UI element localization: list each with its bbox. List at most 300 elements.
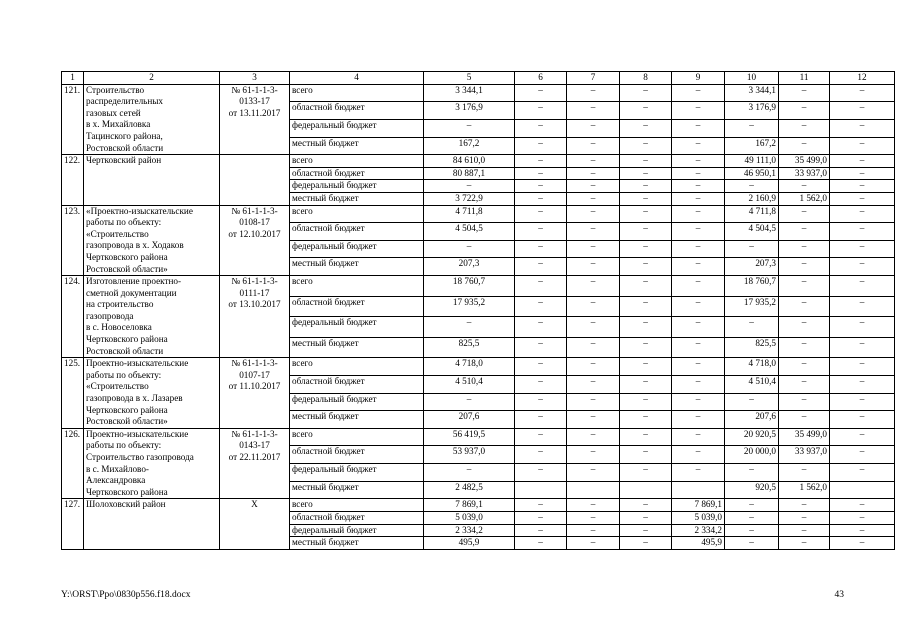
amount-cell-10: 4 504,5 (725, 223, 779, 241)
amount-cell-12: – (830, 337, 895, 358)
amount-cell-11: – (779, 375, 830, 393)
amount-cell-8: – (620, 511, 672, 524)
amount-cell-7: – (567, 180, 620, 193)
amount-cell-6: – (515, 511, 567, 524)
amount-cell-9: – (672, 102, 725, 120)
amount-cell-7: – (567, 119, 620, 137)
amount-cell-5: 18 760,7 (424, 276, 515, 297)
amount-cell-10: 4 711,8 (725, 205, 779, 223)
column-number-1: 1 (62, 72, 84, 85)
funding-source-label: местный бюджет (290, 411, 424, 429)
amount-cell-10: 825,5 (725, 337, 779, 358)
amount-cell-6: – (515, 296, 567, 317)
amount-cell-6: – (515, 167, 567, 180)
amount-cell-8: – (620, 296, 672, 317)
amount-cell-12: – (830, 317, 895, 338)
amount-cell-9: – (672, 296, 725, 317)
amount-cell-8: – (620, 337, 672, 358)
amount-cell-12: – (830, 511, 895, 524)
object-name-text: Проектно-изыскательские работы по объекту: Строительство газопровода в с. Михайлово- Александровка Чертковского района (86, 428, 194, 497)
amount-cell-8: – (620, 428, 672, 446)
funding-source-label: местный бюджет (290, 258, 424, 276)
amount-cell-9: – (672, 155, 725, 168)
amount-cell-5: 495,9 (424, 537, 515, 550)
object-name (84, 499, 220, 549)
amount-cell-5: 17 935,2 (424, 296, 515, 317)
amount-cell-9: – (672, 411, 725, 429)
amount-cell-11: – (779, 240, 830, 258)
amount-cell-10: – (725, 240, 779, 258)
amount-cell-8: – (620, 205, 672, 223)
amount-cell-12: – (830, 375, 895, 393)
amount-cell-8: – (620, 240, 672, 258)
amount-cell-7: – (567, 464, 620, 482)
amount-cell-6: – (515, 317, 567, 338)
document-reference (220, 499, 290, 549)
amount-cell-5: 56 419,5 (424, 428, 515, 446)
funding-source-label: федеральный бюджет (290, 393, 424, 411)
amount-cell-11: – (779, 511, 830, 524)
amount-cell-11: – (779, 393, 830, 411)
amount-cell-11: – (779, 537, 830, 550)
document-reference (220, 205, 290, 276)
amount-cell-10: 920,5 (725, 481, 779, 499)
document-reference (220, 358, 290, 429)
amount-cell-9: – (672, 428, 725, 446)
funding-source-label: местный бюджет (290, 337, 424, 358)
table-row (62, 205, 895, 223)
amount-cell-10: – (725, 393, 779, 411)
object-name (84, 358, 220, 429)
amount-cell-6: – (515, 446, 567, 464)
amount-cell-11: – (779, 180, 830, 193)
amount-cell-5: 825,5 (424, 337, 515, 358)
amount-cell-7: – (567, 337, 620, 358)
amount-cell-5: – (424, 464, 515, 482)
amount-cell-12: – (830, 102, 895, 120)
amount-cell-9: 5 039,0 (672, 511, 725, 524)
amount-cell-10: 4 510,4 (725, 375, 779, 393)
amount-cell-6: – (515, 537, 567, 550)
amount-cell-12: – (830, 446, 895, 464)
row-number: 122. (62, 155, 84, 205)
amount-cell-12: – (830, 155, 895, 168)
amount-cell-8: – (620, 223, 672, 241)
amount-cell-8: – (620, 276, 672, 297)
funding-source-label: всего (290, 499, 424, 512)
document-reference-text: № 61-1-1-3- 0133-17 от 13.11.2017 (228, 84, 281, 118)
column-number-6: 6 (515, 72, 567, 85)
amount-cell-7: – (567, 223, 620, 241)
amount-cell-7: – (567, 375, 620, 393)
object-name-text: Чертковский район (86, 155, 162, 166)
column-number-3: 3 (220, 72, 290, 85)
amount-cell-9: – (672, 393, 725, 411)
amount-cell-5: 84 610,0 (424, 155, 515, 168)
amount-cell-6: – (515, 119, 567, 137)
amount-cell-9: – (672, 375, 725, 393)
amount-cell-6: – (515, 155, 567, 168)
amount-cell-8: – (620, 317, 672, 338)
column-number-2: 2 (84, 72, 220, 85)
column-number-8: 8 (620, 72, 672, 85)
amount-cell-8: – (620, 119, 672, 137)
amount-cell-6: – (515, 499, 567, 512)
amount-cell-10: 18 760,7 (725, 276, 779, 297)
amount-cell-8: – (620, 258, 672, 276)
amount-cell-12: – (830, 167, 895, 180)
amount-cell-11: – (779, 464, 830, 482)
amount-cell-12: – (830, 180, 895, 193)
amount-cell-9: – (672, 337, 725, 358)
amount-cell-12: – (830, 137, 895, 155)
amount-cell-7: – (567, 446, 620, 464)
amount-cell-7: – (567, 167, 620, 180)
amount-cell-12: – (830, 296, 895, 317)
amount-cell-10: – (725, 464, 779, 482)
amount-cell-7: – (567, 276, 620, 297)
amount-cell-7: – (567, 428, 620, 446)
amount-cell-11: – (779, 499, 830, 512)
amount-cell-12 (830, 481, 895, 499)
object-name-text: Шолоховский район (86, 499, 166, 510)
amount-cell-6: – (515, 137, 567, 155)
amount-cell-12: – (830, 358, 895, 376)
amount-cell-12: – (830, 240, 895, 258)
column-number-12: 12 (830, 72, 895, 85)
amount-cell-8: – (620, 192, 672, 205)
funding-source-label: местный бюджет (290, 137, 424, 155)
amount-cell-5: 80 887,1 (424, 167, 515, 180)
amount-cell-8 (620, 481, 672, 499)
amount-cell-12: – (830, 276, 895, 297)
amount-cell-6: – (515, 192, 567, 205)
amount-cell-7: – (567, 524, 620, 537)
amount-cell-11: – (779, 102, 830, 120)
document-reference (220, 276, 290, 358)
amount-cell-11: 33 937,0 (779, 167, 830, 180)
amount-cell-8: – (620, 167, 672, 180)
amount-cell-9: – (672, 192, 725, 205)
document-reference-text: Х (251, 499, 258, 510)
amount-cell-11: – (779, 337, 830, 358)
amount-cell-9: – (672, 84, 725, 102)
amount-cell-11: – (779, 296, 830, 317)
table-row (62, 499, 895, 512)
amount-cell-6 (515, 481, 567, 499)
object-name (84, 155, 220, 205)
column-number-4: 4 (290, 72, 424, 85)
funding-source-label: местный бюджет (290, 192, 424, 205)
amount-cell-8: – (620, 358, 672, 376)
amount-cell-8: – (620, 375, 672, 393)
amount-cell-5: – (424, 317, 515, 338)
amount-cell-10: 46 950,1 (725, 167, 779, 180)
funding-source-label: федеральный бюджет (290, 180, 424, 193)
amount-cell-10: 20 920,5 (725, 428, 779, 446)
amount-cell-11: 33 937,0 (779, 446, 830, 464)
amount-cell-7: – (567, 84, 620, 102)
funding-source-label: федеральный бюджет (290, 464, 424, 482)
amount-cell-7: – (567, 102, 620, 120)
amount-cell-11: – (779, 223, 830, 241)
row-number: 121. (62, 84, 84, 155)
amount-cell-12: – (830, 119, 895, 137)
object-name-text: Проектно-изыскательские работы по объекту: «Строительство газопровода в х. Лазарев Чертковского района Ростовской области» (86, 358, 189, 427)
amount-cell-11: – (779, 84, 830, 102)
amount-cell-5: – (424, 393, 515, 411)
amount-cell-5: 3 176,9 (424, 102, 515, 120)
amount-cell-10: – (725, 511, 779, 524)
amount-cell-7: – (567, 393, 620, 411)
amount-cell-6: – (515, 276, 567, 297)
amount-cell-6: – (515, 393, 567, 411)
amount-cell-12: – (830, 223, 895, 241)
row-number: 123. (62, 205, 84, 276)
funding-source-label: местный бюджет (290, 481, 424, 499)
document-reference-text: № 61-1-1-3- 0107-17 от 11.10.2017 (228, 358, 281, 392)
amount-cell-10: – (725, 537, 779, 550)
funding-source-label: федеральный бюджет (290, 317, 424, 338)
amount-cell-5: 4 711,8 (424, 205, 515, 223)
table-row (62, 276, 895, 297)
amount-cell-5: – (424, 119, 515, 137)
amount-cell-10: 3 344,1 (725, 84, 779, 102)
amount-cell-5: 207,3 (424, 258, 515, 276)
amount-cell-9: – (672, 258, 725, 276)
amount-cell-11: 35 499,0 (779, 155, 830, 168)
row-number: 127. (62, 499, 84, 549)
amount-cell-9: – (672, 276, 725, 297)
amount-cell-9: – (672, 119, 725, 137)
funding-source-label: всего (290, 205, 424, 223)
amount-cell-8: – (620, 411, 672, 429)
amount-cell-9: 495,9 (672, 537, 725, 550)
amount-cell-9: – (672, 180, 725, 193)
amount-cell-9: – (672, 317, 725, 338)
funding-source-label: федеральный бюджет (290, 119, 424, 137)
amount-cell-10: 167,2 (725, 137, 779, 155)
amount-cell-5: 4 718,0 (424, 358, 515, 376)
object-name-text: Строительство распределительных газовых сетей в х. Михайловка Тацинского района, Ростовской области (86, 84, 164, 153)
funding-source-label: областной бюджет (290, 446, 424, 464)
amount-cell-6: – (515, 428, 567, 446)
object-name (84, 276, 220, 358)
amount-cell-8: – (620, 155, 672, 168)
amount-cell-12: – (830, 499, 895, 512)
amount-cell-6: – (515, 337, 567, 358)
amount-cell-9: – (672, 358, 725, 376)
amount-cell-11: – (779, 276, 830, 297)
funding-source-label: всего (290, 428, 424, 446)
amount-cell-6: – (515, 240, 567, 258)
object-name-text: «Проектно-изыскательские работы по объекту: «Строительство газопровода в х. Ходаков Чертковского района Ростовской области» (86, 205, 193, 274)
amount-cell-5: 7 869,1 (424, 499, 515, 512)
column-number-7: 7 (567, 72, 620, 85)
amount-cell-7: – (567, 411, 620, 429)
amount-cell-8: – (620, 180, 672, 193)
amount-cell-6: – (515, 223, 567, 241)
amount-cell-8: – (620, 446, 672, 464)
amount-cell-8: – (620, 102, 672, 120)
amount-cell-7 (567, 481, 620, 499)
funding-source-label: всего (290, 84, 424, 102)
amount-cell-5: 5 039,0 (424, 511, 515, 524)
amount-cell-8: – (620, 84, 672, 102)
amount-cell-11: – (779, 358, 830, 376)
amount-cell-8: – (620, 524, 672, 537)
amount-cell-10: 49 111,0 (725, 155, 779, 168)
table-row (62, 155, 895, 168)
document-reference-text: № 61-1-1-3- 0108-17 от 12.10.2017 (228, 205, 281, 239)
amount-cell-10: 4 718,0 (725, 358, 779, 376)
column-number-5: 5 (424, 72, 515, 85)
column-number-10: 10 (725, 72, 779, 85)
amount-cell-12: – (830, 524, 895, 537)
amount-cell-12: – (830, 258, 895, 276)
object-name (84, 84, 220, 155)
amount-cell-5: 207,6 (424, 411, 515, 429)
funding-source-label: всего (290, 155, 424, 168)
amount-cell-5: – (424, 180, 515, 193)
amount-cell-5: 167,2 (424, 137, 515, 155)
amount-cell-9 (672, 481, 725, 499)
funding-source-label: всего (290, 358, 424, 376)
amount-cell-9: – (672, 464, 725, 482)
object-name-text: Изготовление проектно- сметной документации на строительство газопровода в с. Новоселовка Чертковского района Ростовской области (86, 276, 182, 356)
table-row (62, 358, 895, 376)
amount-cell-9: – (672, 205, 725, 223)
amount-cell-5: 3 722,9 (424, 192, 515, 205)
amount-cell-10: 207,6 (725, 411, 779, 429)
amount-cell-12: – (830, 192, 895, 205)
amount-cell-11: 1 562,0 (779, 192, 830, 205)
column-number-9: 9 (672, 72, 725, 85)
funding-source-label: областной бюджет (290, 102, 424, 120)
amount-cell-5: 53 937,0 (424, 446, 515, 464)
amount-cell-7: – (567, 317, 620, 338)
amount-cell-10: – (725, 119, 779, 137)
amount-cell-5: 3 344,1 (424, 84, 515, 102)
document-reference (220, 155, 290, 205)
amount-cell-9: 7 869,1 (672, 499, 725, 512)
funding-source-label: федеральный бюджет (290, 240, 424, 258)
amount-cell-7: – (567, 358, 620, 376)
amount-cell-7: – (567, 296, 620, 317)
amount-cell-6: – (515, 524, 567, 537)
row-number: 125. (62, 358, 84, 429)
amount-cell-8: – (620, 464, 672, 482)
amount-cell-6: – (515, 358, 567, 376)
amount-cell-7: – (567, 137, 620, 155)
amount-cell-8: – (620, 393, 672, 411)
amount-cell-12: – (830, 393, 895, 411)
amount-cell-6: – (515, 84, 567, 102)
amount-cell-11: 1 562,0 (779, 481, 830, 499)
amount-cell-6: – (515, 180, 567, 193)
row-number: 126. (62, 428, 84, 499)
funding-source-label: местный бюджет (290, 537, 424, 550)
amount-cell-7: – (567, 258, 620, 276)
amount-cell-11: – (779, 119, 830, 137)
amount-cell-6: – (515, 258, 567, 276)
amount-cell-8: – (620, 537, 672, 550)
amount-cell-6: – (515, 464, 567, 482)
funding-source-label: областной бюджет (290, 167, 424, 180)
amount-cell-11: – (779, 205, 830, 223)
amount-cell-11: 35 499,0 (779, 428, 830, 446)
amount-cell-9: – (672, 446, 725, 464)
amount-cell-10: – (725, 180, 779, 193)
amount-cell-9: – (672, 167, 725, 180)
funding-source-label: федеральный бюджет (290, 524, 424, 537)
document-reference-text: № 61-1-1-3- 0111-17 от 13.10.2017 (228, 276, 281, 310)
object-name (84, 428, 220, 499)
amount-cell-10: – (725, 524, 779, 537)
amount-cell-9: 2 334,2 (672, 524, 725, 537)
amount-cell-7: – (567, 499, 620, 512)
amount-cell-6: – (515, 205, 567, 223)
amount-cell-5: – (424, 240, 515, 258)
object-name (84, 205, 220, 276)
amount-cell-5: 4 504,5 (424, 223, 515, 241)
amount-cell-11: – (779, 137, 830, 155)
amount-cell-7: – (567, 205, 620, 223)
amount-cell-12: – (830, 428, 895, 446)
table-row (62, 428, 895, 446)
amount-cell-12: – (830, 537, 895, 550)
amount-cell-10: 3 176,9 (725, 102, 779, 120)
amount-cell-12: – (830, 411, 895, 429)
funding-source-label: областной бюджет (290, 375, 424, 393)
amount-cell-10: 2 160,9 (725, 192, 779, 205)
amount-cell-10: 20 000,0 (725, 446, 779, 464)
budget-table (61, 71, 895, 550)
document-reference (220, 428, 290, 499)
amount-cell-7: – (567, 155, 620, 168)
amount-cell-10: – (725, 499, 779, 512)
funding-source-label: областной бюджет (290, 296, 424, 317)
amount-cell-10: 17 935,2 (725, 296, 779, 317)
funding-source-label: всего (290, 276, 424, 297)
footer-file-path: Y:\ORST\Ppo\0830p556.f18.docx (61, 590, 191, 600)
amount-cell-6: – (515, 411, 567, 429)
amount-cell-11: – (779, 258, 830, 276)
table-row (62, 84, 895, 102)
amount-cell-5: 2 334,2 (424, 524, 515, 537)
funding-source-label: областной бюджет (290, 511, 424, 524)
amount-cell-6: – (515, 102, 567, 120)
amount-cell-5: 4 510,4 (424, 375, 515, 393)
row-number: 124. (62, 276, 84, 358)
document-reference (220, 84, 290, 155)
header-row (62, 72, 895, 85)
amount-cell-9: – (672, 240, 725, 258)
amount-cell-10: 207,3 (725, 258, 779, 276)
amount-cell-5: 2 482,5 (424, 481, 515, 499)
page-number: 43 (834, 590, 844, 600)
amount-cell-7: – (567, 240, 620, 258)
amount-cell-9: – (672, 137, 725, 155)
document-reference-text: № 61-1-1-3- 0143-17 от 22.11.2017 (228, 428, 281, 462)
amount-cell-7: – (567, 511, 620, 524)
amount-cell-8: – (620, 137, 672, 155)
amount-cell-12: – (830, 205, 895, 223)
amount-cell-8: – (620, 499, 672, 512)
amount-cell-11: – (779, 317, 830, 338)
amount-cell-7: – (567, 537, 620, 550)
funding-source-label: областной бюджет (290, 223, 424, 241)
